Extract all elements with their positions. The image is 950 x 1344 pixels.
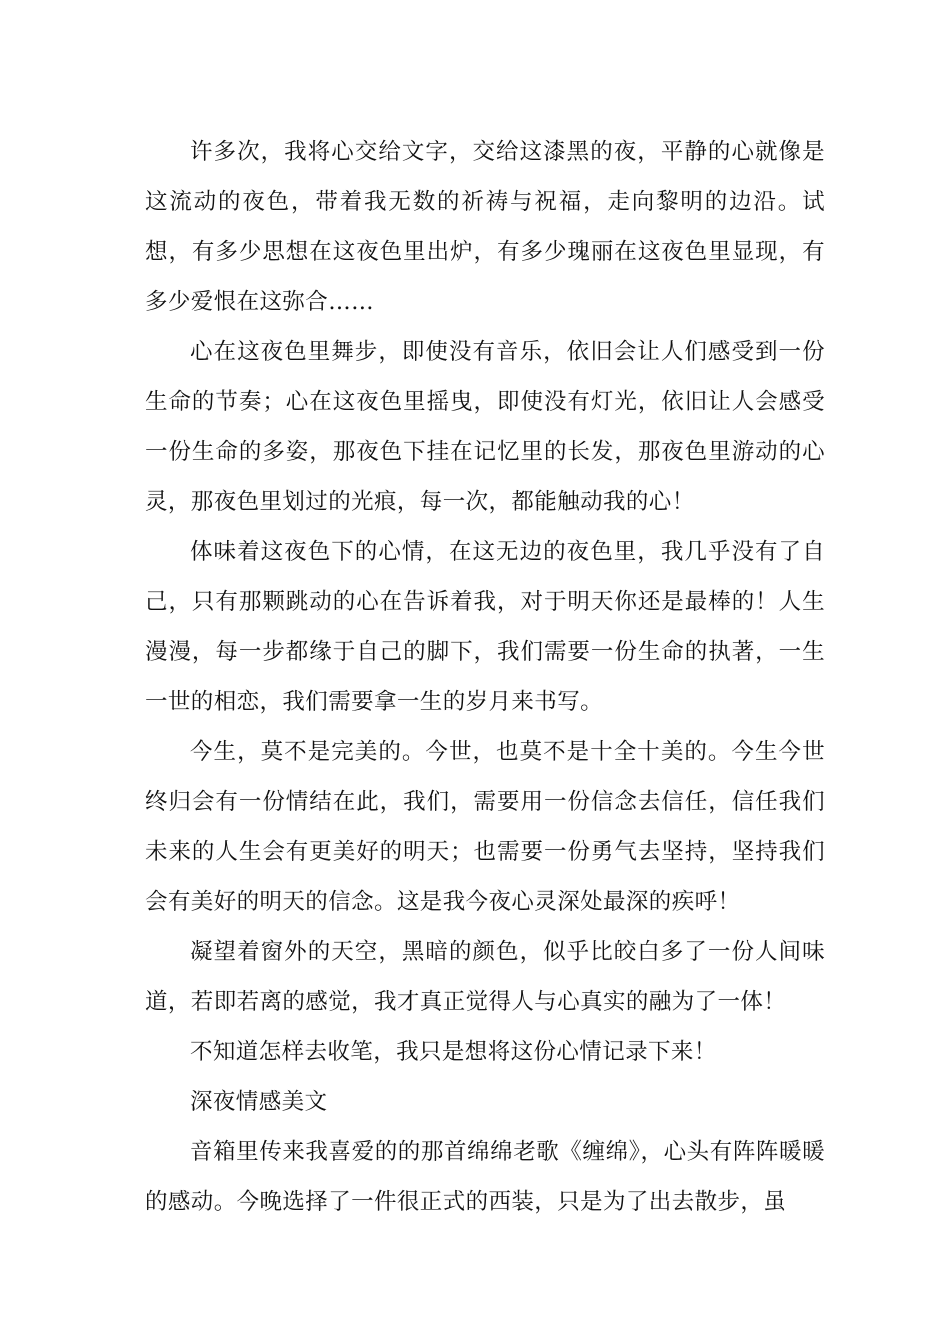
paragraph-1: 许多次，我将心交给文字，交给这漆黑的夜，平静的心就像是这流动的夜色，带着我无数的祈祷与祝福，走向黎明的边沿。试想，有多少思想在这夜色里出炉，有多少瑰丽在这夜色里显现，有多少爱恨在这弥合…… [145, 139, 825, 315]
paragraph-2: 心在这夜色里舞步，即使没有音乐，依旧会让人们感受到一份生命的节奏；心在这夜色里摇曳，即使没有灯光，依旧让人会感受一份生命的多姿，那夜色下挂在记忆里的长发，那夜色里游动的心灵，那夜色里划过的光痕，每一次，都能触动我的心！ [145, 339, 825, 515]
paragraph-5: 凝望着窗外的天空，黑暗的颜色，似乎比皎白多了一份人间味道，若即若离的感觉，我才真正觉得人与心真实的融为了一体！ [145, 939, 825, 1015]
paragraph-3: 体味着这夜色下的心情，在这无边的夜色里，我几乎没有了自己，只有那颗跳动的心在告诉着我，对于明天你还是最棒的！人生漫漫，每一步都缘于自己的脚下，我们需要一份生命的执著，一生一世的相恋，我们需要拿一生的岁月来书写。 [145, 539, 825, 715]
paragraph-4: 今生，莫不是完美的。今世，也莫不是十全十美的。今生今世终归会有一份情结在此，我们，需要用一份信念去信任，信任我们未来的人生会有更美好的明天；也需要一份勇气去坚持，坚持我们会有美好的明天的信念。这是我今夜心灵深处最深的疾呼！ [145, 739, 825, 915]
paragraph-7: 音箱里传来我喜爱的的那首绵绵老歌《缠绵》，心头有阵阵暖暖的感动。今晚选择了一件很正式的西装，只是为了出去散步，虽 [145, 1139, 825, 1215]
paragraph-6: 不知道怎样去收笔，我只是想将这份心情记录下来！ [190, 1039, 717, 1065]
document-body [145, 127, 825, 1227]
section-heading: 深夜情感美文 [190, 1089, 328, 1115]
